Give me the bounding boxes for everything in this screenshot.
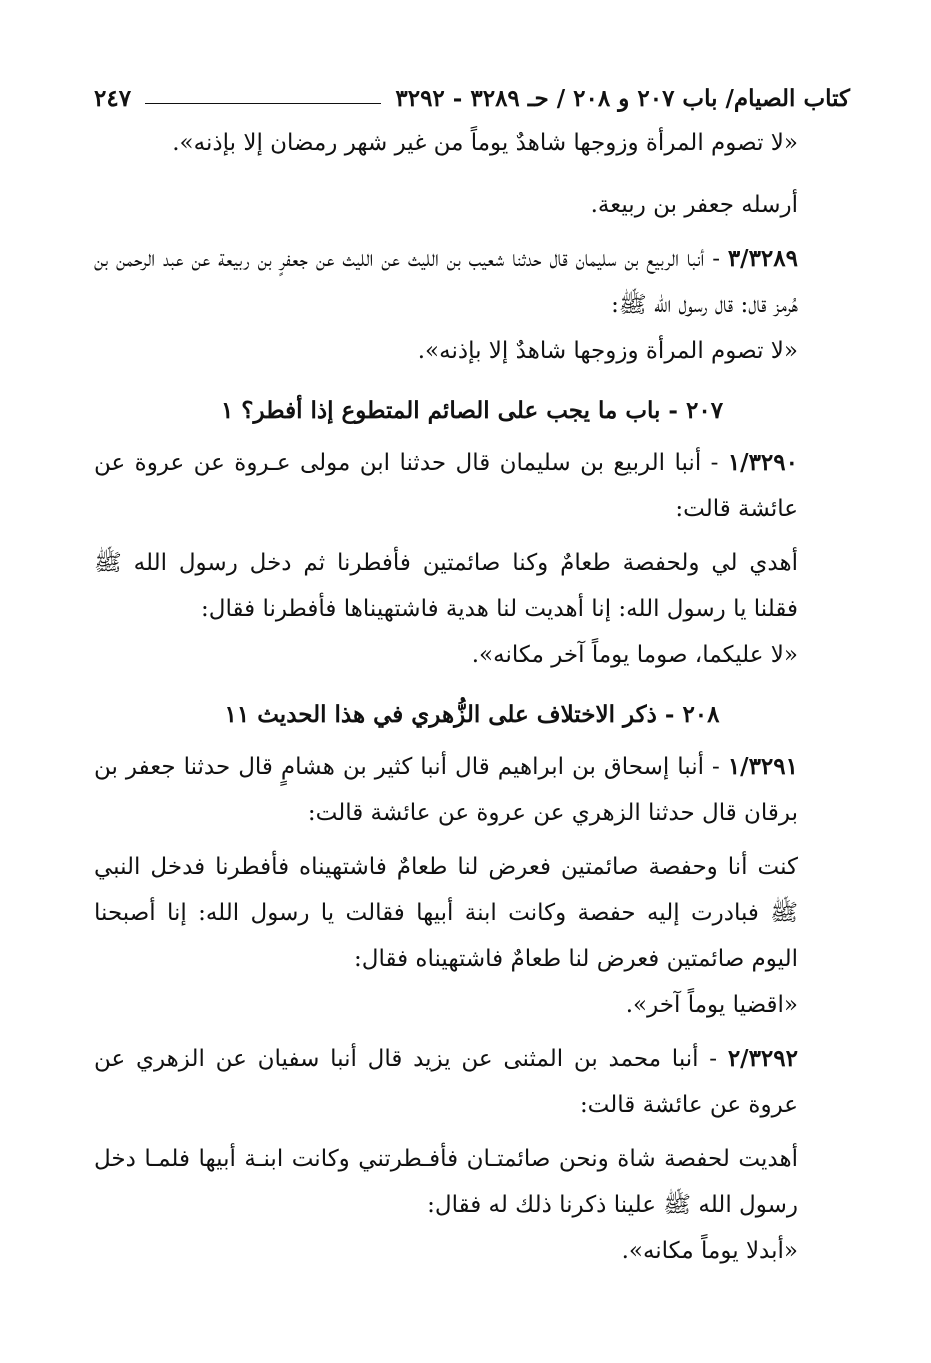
chapter-heading-208: ٢٠٨ - ذكر الاختلاف على الزُّهري في هذا الحديث ١١ (224, 701, 720, 728)
running-header (94, 72, 850, 112)
hadith-number: ٣/٣٢٨٩ (727, 245, 798, 272)
hadith-quote: «لا عليكما، صوما يوماً آخر مكانه». (471, 642, 798, 668)
hadith-3292 (94, 1036, 850, 1128)
narration-note: أرسله جعفر بن ربيعة. (590, 192, 798, 218)
hadith-quote: «لا تصوم المرأة وزوجها شاهدٌ يوماً من غير شهر رمضان إلا بإذنه». (172, 130, 798, 156)
running-title: كتاب الصيام/ باب ٢٠٧ و ٢٠٨ / حـ ٣٢٨٩ - ٣٢٩٢ (395, 85, 850, 112)
hadith-number: ١/٣٢٩١ (727, 753, 798, 780)
hadith-number: ١/٣٢٩٠ (727, 449, 798, 476)
hadith-3289 (94, 236, 850, 328)
hadith-quote: «اقضيا يوماً آخر». (625, 992, 798, 1018)
hadith-text: أهدي لي ولحفصة طعامٌ وكنا صائمتين فأفطرنا ثم دخل رسول الله ﷺ فقلنا يا رسول الله: إنا أهديت لنا هدية فاشتهيناها فأفطرنا فقال: (94, 550, 798, 622)
hadith-3290 (94, 440, 850, 532)
hadith-text: أهديت لحفصة شاة ونحن صائمتـان فأفـطرتني وكانت ابنـة أبيها فلمـا دخل رسول الله ﷺ علينا ذكرنا ذلك له فقال: (94, 1146, 798, 1218)
hadith-number: ٢/٣٢٩٢ (727, 1045, 798, 1072)
hadith-quote: «أبدلا يوماً مكانه». (621, 1238, 798, 1264)
hadith-chain: - أنبا الربيع بن سليمان قال حدثنا ابن مولى عـروة عن عروة عن عائشة قالت: (94, 450, 798, 522)
chapter-heading-207: ٢٠٧ - باب ما يجب على الصائم المتطوع إذا أفطر؟ ١ (220, 397, 724, 424)
hadith-chain: - أنبا محمد بن المثنى عن يزيد قال أنبا سفيان عن الزهري عن عروة عن عائشة قالت: (94, 1046, 798, 1118)
header-rule (145, 103, 381, 104)
hadith-chain: - أنبا إسحاق بن ابراهيم قال أنبا كثير بن هشامٍ قال حدثنا جعفر بن برقان قال حدثنا الزهري عن عروة عن عائشة قالت: (94, 754, 798, 826)
hadith-chain: - أنبا الربيع بن سليمان قال حدثنا شعيب بن الليث عن الليث عن جعفرٍ بن ربيعة عن عبد الرحمن بن هُرمز قال: قال رسول الله ﷺ: (94, 246, 798, 318)
hadith-3291 (94, 744, 850, 836)
hadith-quote: «لا تصوم المرأة وزوجها شاهدٌ إلا بإذنه». (417, 338, 798, 364)
hadith-text: كنت أنا وحفصة صائمتين فعرض لنا طعامٌ فاشتهيناه فأفطرنا فدخل النبي ﷺ فبادرت إليه حفصة وكانت ابنة أبيها فقالت يا رسول الله: إنا أصبحنا اليوم صائمتين فعرض لنا طعامٌ فاشتهيناه فقال: (94, 854, 798, 972)
page (94, 72, 850, 1274)
page-number: ٢٤٧ (94, 85, 132, 112)
